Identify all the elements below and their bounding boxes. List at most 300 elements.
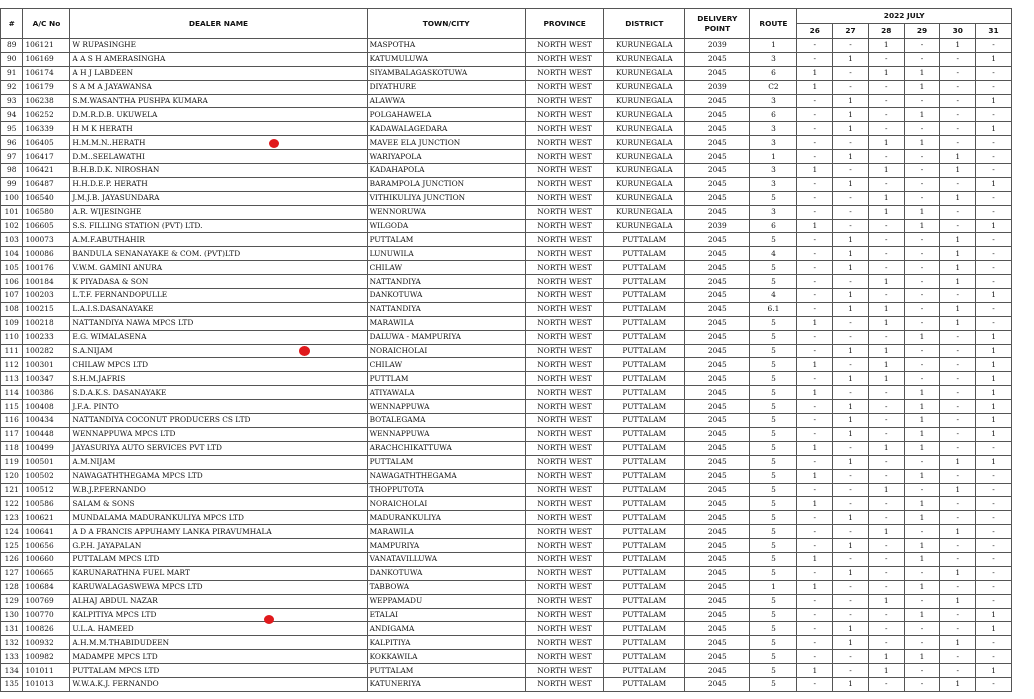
cell-route: 5 (750, 511, 797, 525)
cell-province: NORTH WEST (525, 136, 604, 150)
cell-province: NORTH WEST (525, 261, 604, 275)
cell-province: NORTH WEST (525, 247, 604, 261)
cell-day-28: - (868, 552, 904, 566)
cell-dealer-name: A.M.NIJAM (70, 455, 367, 469)
cell-delivery-point: 2045 (685, 233, 750, 247)
cell-town-city: SIYAMBALAGASKOTUWA (367, 66, 525, 80)
cell-day-27: 1 (833, 372, 869, 386)
cell-day-31: - (976, 191, 1012, 205)
cell-route: 5 (750, 441, 797, 455)
cell-day-29: - (904, 525, 940, 539)
cell-day-28: - (868, 400, 904, 414)
cell-day-30: - (940, 664, 976, 678)
cell-row-number: 117 (1, 427, 23, 441)
cell-day-31: - (976, 108, 1012, 122)
cell-day-31: - (976, 233, 1012, 247)
cell-account-number: 101011 (23, 664, 70, 678)
cell-day-30: 1 (940, 525, 976, 539)
cell-district: KURUNEGALA (604, 219, 685, 233)
cell-route: 3 (750, 136, 797, 150)
cell-route: 4 (750, 289, 797, 303)
cell-day-26: - (797, 302, 833, 316)
cell-delivery-point: 2045 (685, 344, 750, 358)
col-header-dealer-name: DEALER NAME (70, 9, 367, 39)
cell-day-29: 1 (904, 580, 940, 594)
cell-day-27: - (833, 525, 869, 539)
cell-district: KURUNEGALA (604, 205, 685, 219)
cell-account-number: 106339 (23, 122, 70, 136)
cell-day-28: 1 (868, 136, 904, 150)
cell-day-29: - (904, 483, 940, 497)
cell-day-26: - (797, 650, 833, 664)
cell-row-number: 123 (1, 511, 23, 525)
cell-row-number: 96 (1, 136, 23, 150)
cell-route: 5 (750, 330, 797, 344)
cell-day-28: - (868, 677, 904, 691)
cell-account-number: 106174 (23, 66, 70, 80)
cell-district: KURUNEGALA (604, 136, 685, 150)
cell-province: NORTH WEST (525, 330, 604, 344)
cell-day-28: 1 (868, 372, 904, 386)
cell-day-31: 1 (976, 122, 1012, 136)
cell-town-city: WARIYAPOLA (367, 150, 525, 164)
cell-day-26: - (797, 414, 833, 428)
cell-day-27: - (833, 80, 869, 94)
cell-day-26: - (797, 330, 833, 344)
cell-day-26: 1 (797, 80, 833, 94)
cell-route: 3 (750, 94, 797, 108)
cell-route: C2 (750, 80, 797, 94)
cell-account-number: 106169 (23, 52, 70, 66)
cell-district: KURUNEGALA (604, 80, 685, 94)
cell-route: 5 (750, 372, 797, 386)
cell-day-26: - (797, 108, 833, 122)
cell-day-26: - (797, 400, 833, 414)
table-row (1, 497, 1012, 511)
cell-day-26: 1 (797, 66, 833, 80)
table-row (1, 358, 1012, 372)
cell-town-city: BARAMPOLA JUNCTION (367, 177, 525, 191)
cell-day-28: - (868, 330, 904, 344)
cell-row-number: 116 (1, 414, 23, 428)
cell-account-number: 106421 (23, 164, 70, 178)
cell-dealer-name: ALHAJ ABDUL NAZAR (70, 594, 367, 608)
cell-day-27: - (833, 497, 869, 511)
cell-row-number: 104 (1, 247, 23, 261)
cell-day-31: 1 (976, 372, 1012, 386)
cell-day-28: 1 (868, 302, 904, 316)
cell-day-26: 1 (797, 386, 833, 400)
cell-account-number: 106179 (23, 80, 70, 94)
cell-account-number: 106487 (23, 177, 70, 191)
cell-day-26: - (797, 636, 833, 650)
cell-day-30: - (940, 400, 976, 414)
cell-route: 1 (750, 39, 797, 53)
table-row (1, 80, 1012, 94)
cell-delivery-point: 2045 (685, 622, 750, 636)
cell-district: PUTTALAM (604, 677, 685, 691)
cell-day-28: - (868, 580, 904, 594)
cell-province: NORTH WEST (525, 455, 604, 469)
cell-province: NORTH WEST (525, 108, 604, 122)
cell-day-26: 1 (797, 552, 833, 566)
cell-day-31: - (976, 66, 1012, 80)
cell-day-28: - (868, 414, 904, 428)
cell-district: PUTTALAM (604, 580, 685, 594)
table-row (1, 469, 1012, 483)
cell-province: NORTH WEST (525, 594, 604, 608)
cell-day-26: - (797, 372, 833, 386)
cell-day-27: 1 (833, 455, 869, 469)
cell-district: PUTTALAM (604, 233, 685, 247)
cell-day-26: 1 (797, 469, 833, 483)
cell-day-30: - (940, 497, 976, 511)
cell-province: NORTH WEST (525, 483, 604, 497)
cell-dealer-name: S.H.M.JAFRIS (70, 372, 367, 386)
col-header-district: DISTRICT (604, 9, 685, 39)
cell-town-city: WENNAPPUWA (367, 427, 525, 441)
table-row (1, 219, 1012, 233)
cell-day-26: - (797, 483, 833, 497)
cell-province: NORTH WEST (525, 441, 604, 455)
cell-day-27: - (833, 66, 869, 80)
cell-day-29: 1 (904, 414, 940, 428)
cell-day-31: - (976, 636, 1012, 650)
cell-route: 6.1 (750, 302, 797, 316)
cell-district: PUTTALAM (604, 608, 685, 622)
cell-town-city: PUTTALAM (367, 455, 525, 469)
cell-delivery-point: 2045 (685, 552, 750, 566)
cell-delivery-point: 2045 (685, 164, 750, 178)
cell-day-27: 1 (833, 177, 869, 191)
cell-account-number: 100218 (23, 316, 70, 330)
cell-dealer-name: A.R. WIJESINGHE (70, 205, 367, 219)
cell-dealer-name: A.H.M.M.THABIDUDEEN (70, 636, 367, 650)
cell-day-27: - (833, 608, 869, 622)
red-marker-dot (299, 346, 310, 356)
cell-town-city: ARACHCHIKATTUWA (367, 441, 525, 455)
cell-day-26: 1 (797, 316, 833, 330)
cell-row-number: 121 (1, 483, 23, 497)
table-row (1, 427, 1012, 441)
col-header-day-30: 30 (940, 24, 976, 39)
cell-dealer-name: G.P.H. JAYAPALAN (70, 539, 367, 553)
cell-route: 3 (750, 52, 797, 66)
cell-day-30: - (940, 358, 976, 372)
cell-day-30: - (940, 511, 976, 525)
cell-day-27: - (833, 469, 869, 483)
cell-day-30: - (940, 66, 976, 80)
cell-day-29: 1 (904, 427, 940, 441)
col-header-num: # (1, 9, 23, 39)
cell-route: 5 (750, 552, 797, 566)
cell-row-number: 109 (1, 316, 23, 330)
cell-account-number: 100086 (23, 247, 70, 261)
cell-day-27: - (833, 552, 869, 566)
cell-day-31: 1 (976, 358, 1012, 372)
cell-day-26: - (797, 525, 833, 539)
cell-account-number: 100184 (23, 275, 70, 289)
cell-dealer-name: KARUWALAGASWEWA MPCS LTD (70, 580, 367, 594)
cell-town-city: WEPPAMADU (367, 594, 525, 608)
cell-row-number: 130 (1, 608, 23, 622)
cell-day-26: - (797, 122, 833, 136)
table-row (1, 122, 1012, 136)
cell-delivery-point: 2045 (685, 566, 750, 580)
cell-day-28: - (868, 608, 904, 622)
cell-day-28: 1 (868, 275, 904, 289)
table-row (1, 539, 1012, 553)
cell-day-28: - (868, 289, 904, 303)
cell-province: NORTH WEST (525, 386, 604, 400)
cell-day-28: 1 (868, 594, 904, 608)
cell-day-26: - (797, 511, 833, 525)
table-row (1, 400, 1012, 414)
cell-day-30: 1 (940, 164, 976, 178)
cell-row-number: 134 (1, 664, 23, 678)
cell-delivery-point: 2045 (685, 358, 750, 372)
cell-account-number: 100665 (23, 566, 70, 580)
cell-delivery-point: 2045 (685, 469, 750, 483)
table-row (1, 552, 1012, 566)
cell-day-29: 1 (904, 650, 940, 664)
cell-account-number: 100656 (23, 539, 70, 553)
cell-day-31: - (976, 469, 1012, 483)
cell-dealer-name: S.D.A.K.S. DASANAYAKE (70, 386, 367, 400)
cell-dealer-name: BANDULA SENANAYAKE & COM. (PVT)LTD (70, 247, 367, 261)
cell-day-28: - (868, 177, 904, 191)
cell-town-city: LUNUWILA (367, 247, 525, 261)
cell-town-city: POLGAHAWELA (367, 108, 525, 122)
cell-dealer-name: W.B.J.P.FERNANDO (70, 483, 367, 497)
cell-day-28: - (868, 636, 904, 650)
cell-province: NORTH WEST (525, 80, 604, 94)
cell-account-number: 100769 (23, 594, 70, 608)
cell-district: PUTTALAM (604, 441, 685, 455)
cell-day-28: 1 (868, 205, 904, 219)
cell-town-city: ANDIGAMA (367, 622, 525, 636)
cell-dealer-name: A.M.F.ABUTHAHIR (70, 233, 367, 247)
cell-row-number: 135 (1, 677, 23, 691)
cell-account-number: 100408 (23, 400, 70, 414)
cell-town-city: NATTANDIYA (367, 302, 525, 316)
cell-day-31: - (976, 539, 1012, 553)
cell-day-28: 1 (868, 441, 904, 455)
cell-dealer-name: PUTTALAM MPCS LTD (70, 552, 367, 566)
cell-delivery-point: 2045 (685, 664, 750, 678)
table-row (1, 455, 1012, 469)
cell-town-city: PUTTALAM (367, 233, 525, 247)
cell-route: 6 (750, 219, 797, 233)
cell-town-city: ETALAI (367, 608, 525, 622)
cell-route: 5 (750, 469, 797, 483)
cell-town-city: CHILAW (367, 358, 525, 372)
cell-day-29: - (904, 150, 940, 164)
cell-district: KURUNEGALA (604, 164, 685, 178)
cell-province: NORTH WEST (525, 219, 604, 233)
cell-delivery-point: 2045 (685, 122, 750, 136)
cell-day-26: - (797, 344, 833, 358)
cell-day-27: 1 (833, 511, 869, 525)
cell-day-28: - (868, 247, 904, 261)
cell-district: KURUNEGALA (604, 191, 685, 205)
col-header-ac-no: A/C No (23, 9, 70, 39)
cell-row-number: 127 (1, 566, 23, 580)
cell-province: NORTH WEST (525, 414, 604, 428)
table-row (1, 511, 1012, 525)
cell-account-number: 100684 (23, 580, 70, 594)
cell-province: NORTH WEST (525, 52, 604, 66)
cell-district: KURUNEGALA (604, 39, 685, 53)
cell-day-27: 1 (833, 233, 869, 247)
cell-row-number: 91 (1, 66, 23, 80)
cell-delivery-point: 2045 (685, 386, 750, 400)
cell-row-number: 132 (1, 636, 23, 650)
cell-town-city: ALAWWA (367, 94, 525, 108)
cell-route: 5 (750, 608, 797, 622)
cell-day-28: - (868, 539, 904, 553)
cell-day-31: 1 (976, 608, 1012, 622)
cell-day-27: 1 (833, 122, 869, 136)
cell-day-28: - (868, 122, 904, 136)
cell-province: NORTH WEST (525, 400, 604, 414)
cell-day-27: 1 (833, 400, 869, 414)
dealer-delivery-table (0, 8, 1012, 692)
cell-delivery-point: 2045 (685, 414, 750, 428)
cell-day-27: - (833, 191, 869, 205)
cell-day-30: - (940, 650, 976, 664)
cell-day-29: - (904, 261, 940, 275)
cell-day-29: - (904, 39, 940, 53)
cell-day-28: - (868, 469, 904, 483)
cell-account-number: 106238 (23, 94, 70, 108)
red-marker-dot (264, 615, 274, 624)
cell-dealer-name: H.H.D.E.P. HERATH (70, 177, 367, 191)
cell-day-30: - (940, 344, 976, 358)
cell-row-number: 114 (1, 386, 23, 400)
cell-day-29: 1 (904, 66, 940, 80)
cell-day-28: 1 (868, 191, 904, 205)
cell-day-26: - (797, 233, 833, 247)
cell-day-26: 1 (797, 219, 833, 233)
cell-town-city: MARAWILA (367, 316, 525, 330)
cell-day-29: 1 (904, 108, 940, 122)
cell-row-number: 101 (1, 205, 23, 219)
cell-delivery-point: 2039 (685, 39, 750, 53)
cell-day-31: - (976, 525, 1012, 539)
cell-day-28: 1 (868, 316, 904, 330)
cell-day-26: - (797, 261, 833, 275)
table-row (1, 650, 1012, 664)
cell-province: NORTH WEST (525, 66, 604, 80)
cell-district: PUTTALAM (604, 372, 685, 386)
cell-day-31: - (976, 247, 1012, 261)
cell-day-28: - (868, 497, 904, 511)
table-row (1, 261, 1012, 275)
cell-day-27: 1 (833, 52, 869, 66)
table-row (1, 52, 1012, 66)
cell-delivery-point: 2045 (685, 372, 750, 386)
cell-day-29: - (904, 289, 940, 303)
table-row (1, 66, 1012, 80)
cell-route: 5 (750, 455, 797, 469)
cell-province: NORTH WEST (525, 233, 604, 247)
cell-day-30: - (940, 108, 976, 122)
cell-day-31: 1 (976, 289, 1012, 303)
cell-day-27: - (833, 330, 869, 344)
cell-day-31: - (976, 261, 1012, 275)
cell-account-number: 100176 (23, 261, 70, 275)
cell-day-31: 1 (976, 386, 1012, 400)
cell-day-28: - (868, 622, 904, 636)
cell-day-31: - (976, 497, 1012, 511)
cell-province: NORTH WEST (525, 39, 604, 53)
cell-day-28: - (868, 566, 904, 580)
cell-day-26: - (797, 177, 833, 191)
cell-account-number: 100660 (23, 552, 70, 566)
cell-day-30: - (940, 330, 976, 344)
cell-row-number: 98 (1, 164, 23, 178)
table-row (1, 622, 1012, 636)
cell-day-31: - (976, 316, 1012, 330)
cell-day-28: 1 (868, 483, 904, 497)
cell-delivery-point: 2039 (685, 219, 750, 233)
cell-district: KURUNEGALA (604, 150, 685, 164)
cell-district: KURUNEGALA (604, 66, 685, 80)
cell-day-29: - (904, 52, 940, 66)
cell-day-29: - (904, 372, 940, 386)
cell-route: 5 (750, 386, 797, 400)
cell-row-number: 95 (1, 122, 23, 136)
cell-day-29: - (904, 455, 940, 469)
cell-route: 5 (750, 636, 797, 650)
cell-row-number: 118 (1, 441, 23, 455)
cell-row-number: 125 (1, 539, 23, 553)
cell-day-31: 1 (976, 344, 1012, 358)
cell-delivery-point: 2045 (685, 539, 750, 553)
cell-account-number: 106252 (23, 108, 70, 122)
cell-district: PUTTALAM (604, 386, 685, 400)
table-row (1, 608, 1012, 622)
cell-dealer-name: MADAMPE MPCS LTD (70, 650, 367, 664)
cell-day-30: 1 (940, 247, 976, 261)
cell-day-26: - (797, 136, 833, 150)
cell-delivery-point: 2045 (685, 427, 750, 441)
cell-day-30: - (940, 469, 976, 483)
cell-route: 5 (750, 344, 797, 358)
col-header-route: ROUTE (750, 9, 797, 39)
cell-day-31: 1 (976, 219, 1012, 233)
cell-delivery-point: 2045 (685, 205, 750, 219)
cell-district: PUTTALAM (604, 400, 685, 414)
cell-delivery-point: 2045 (685, 136, 750, 150)
table-row (1, 580, 1012, 594)
cell-dealer-name: L.T.F. FERNANDOPULLE (70, 289, 367, 303)
table-row (1, 664, 1012, 678)
cell-town-city: PUTTALAM (367, 664, 525, 678)
cell-route: 5 (750, 497, 797, 511)
cell-row-number: 112 (1, 358, 23, 372)
cell-town-city: DANKOTUWA (367, 289, 525, 303)
cell-row-number: 126 (1, 552, 23, 566)
cell-day-31: 1 (976, 455, 1012, 469)
col-header-day-31: 31 (976, 24, 1012, 39)
cell-town-city: NORAICHOLAI (367, 344, 525, 358)
cell-town-city: KADAWALAGEDARA (367, 122, 525, 136)
cell-day-29: - (904, 344, 940, 358)
cell-dealer-name: B.H.B.D.K. NIROSHAN (70, 164, 367, 178)
cell-day-31: - (976, 441, 1012, 455)
